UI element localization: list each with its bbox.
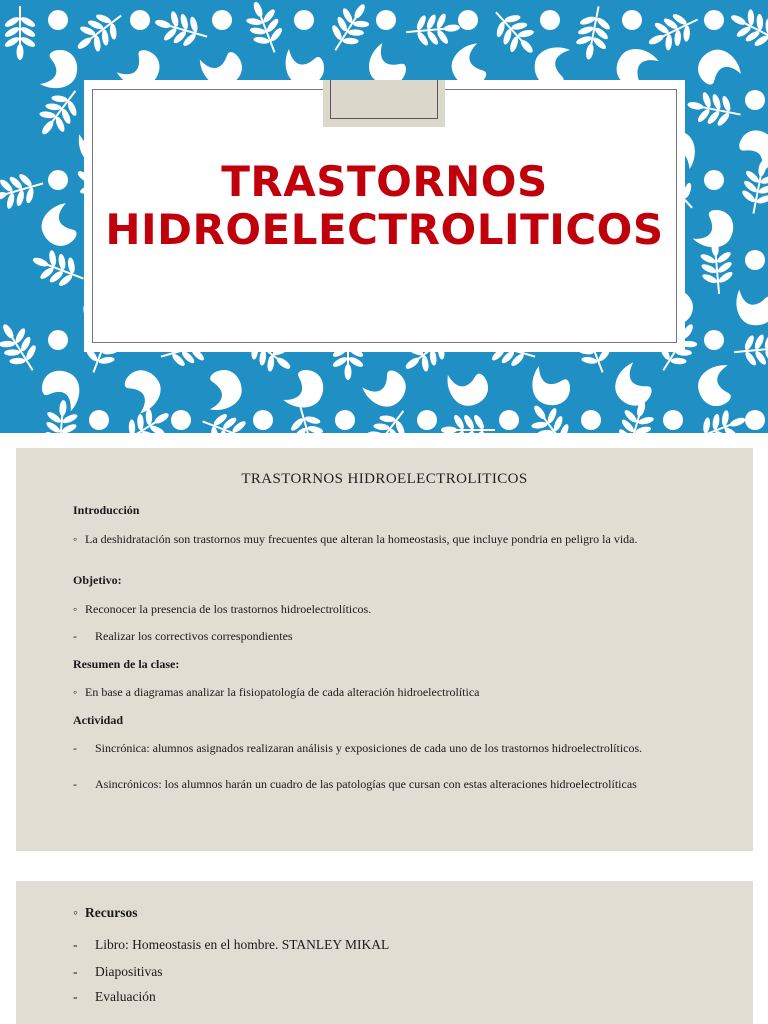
resource-text: Libro: Homeostasis en el hombre. STANLEY MIKAL [95, 937, 390, 952]
leaf-sprig-shape [151, 6, 212, 53]
leaf-sprig-shape [689, 404, 751, 433]
summary-text: En base a diagramas analizar la fisiopatología de cada alteración hidroelectrolítica [85, 685, 480, 699]
slide-title [84, 158, 685, 254]
leaf-sprig-shape [197, 406, 259, 433]
dash-marker: - [73, 777, 77, 791]
activity-item [73, 777, 637, 791]
resources-heading [73, 906, 138, 920]
bullet-marker: ◦ [73, 905, 78, 920]
activity-item [73, 741, 642, 755]
resource-item [73, 965, 163, 979]
intro-bullet [73, 532, 638, 546]
title-slide [0, 0, 768, 433]
objective-text: Reconocer la presencia de los trastornos hidroelectrolíticos. [85, 602, 372, 616]
bullet-marker: ◦ [73, 602, 78, 616]
leaf-sprig-shape [68, 2, 131, 61]
intro-heading: Introducción [73, 503, 140, 517]
dot-shape [499, 410, 519, 430]
paisley-shape [34, 200, 87, 253]
slide-title-line-2: HIDROELECTROLITICOS [105, 205, 664, 254]
dot-shape [48, 10, 68, 30]
paisley-shape [283, 367, 327, 412]
leaf-sprig-shape [733, 331, 768, 369]
dot-shape [663, 410, 683, 430]
leaf-sprig-shape [737, 157, 768, 216]
dot-shape [171, 410, 191, 430]
dot-shape [253, 410, 273, 430]
summary-bullet [73, 685, 479, 699]
leaf-sprig-shape [405, 11, 462, 49]
dot-shape [704, 330, 724, 350]
dot-shape [622, 10, 642, 30]
leaf-sprig-shape [30, 81, 89, 144]
title-card [84, 80, 685, 352]
leaf-sprig-shape [240, 0, 290, 58]
paisley-shape [735, 287, 768, 327]
dash-marker: - [73, 964, 78, 979]
dot-shape [89, 410, 109, 430]
resource-item [73, 938, 389, 952]
leaf-sprig-shape [0, 167, 48, 214]
overview-title: TRASTORNOS HIDROELECTROLITICOS [241, 471, 528, 487]
paisley-shape [115, 363, 168, 416]
paisley-shape [40, 50, 77, 88]
paisley-shape [691, 42, 744, 95]
dot-shape [745, 410, 765, 430]
leaf-sprig-shape [642, 5, 705, 58]
dash-marker: - [73, 989, 78, 1004]
dash-marker: - [73, 937, 78, 952]
leaf-sprig-shape [3, 6, 36, 60]
dot-shape [294, 10, 314, 30]
dot-shape [745, 250, 765, 270]
slide-title-line-1: TRASTORNOS [221, 157, 548, 206]
resources-heading-text: Recursos [85, 905, 138, 920]
leaf-sprig-shape [27, 244, 89, 294]
resource-item [73, 990, 156, 1004]
dot-shape [745, 90, 765, 110]
objective-item [73, 602, 371, 616]
paisley-shape [444, 363, 493, 411]
leaf-sprig-shape [321, 0, 378, 59]
resources-slide [16, 881, 753, 1024]
dot-shape [376, 10, 396, 30]
summary-heading: Resumen de la clase: [73, 657, 180, 671]
paisley-shape [608, 360, 661, 413]
dot-shape [540, 10, 560, 30]
dot-shape [48, 330, 68, 350]
objective-text: Realizar los correctivos correspondientes [95, 629, 293, 643]
dash-marker: - [73, 629, 77, 643]
leaf-sprig-shape [441, 413, 495, 433]
objective-heading: Objetivo: [73, 573, 122, 587]
dot-shape [335, 410, 355, 430]
dash-marker: - [73, 741, 77, 755]
paisley-shape [199, 366, 246, 414]
resource-text: Evaluación [95, 989, 156, 1004]
dot-shape [704, 10, 724, 30]
intro-text: La deshidratación son trastornos muy frecuentes que alteran la homeostasis, que incluye pondria en peligro la vida. [85, 532, 638, 546]
dot-shape [130, 10, 150, 30]
dot-shape [417, 410, 437, 430]
bullet-marker: ◦ [73, 685, 78, 699]
dot-shape [212, 10, 232, 30]
leaf-sprig-shape [0, 316, 47, 379]
activity-text: Sincrónica: alumnos asignados realizaran análisis y exposiciones de cada uno de los trastornos hidroelectrolíticos. [95, 741, 643, 755]
leaf-sprig-shape [484, 1, 545, 63]
title-tab-decoration [323, 80, 445, 127]
dot-shape [581, 410, 601, 430]
leaf-sprig-shape [572, 3, 615, 62]
leaf-sprig-shape [724, 2, 768, 56]
leaf-sprig-shape [698, 239, 736, 296]
dot-shape [458, 10, 478, 30]
bullet-marker: ◦ [73, 532, 78, 546]
paisley-shape [360, 361, 413, 414]
activity-heading: Actividad [73, 713, 124, 727]
title-tab-inner [330, 80, 438, 119]
overview-slide [16, 448, 753, 851]
activity-text: Asincrónicos: los alumnos harán un cuadro de las patologías que cursan con estas alteraciones hidroelectrolíticas [95, 777, 637, 791]
objective-item [73, 629, 293, 643]
paisley-shape [530, 365, 573, 407]
resource-text: Diapositivas [95, 964, 163, 979]
dot-shape [48, 170, 68, 190]
leaf-sprig-shape [684, 88, 743, 131]
dot-shape [704, 170, 724, 190]
paisley-shape [692, 361, 742, 411]
